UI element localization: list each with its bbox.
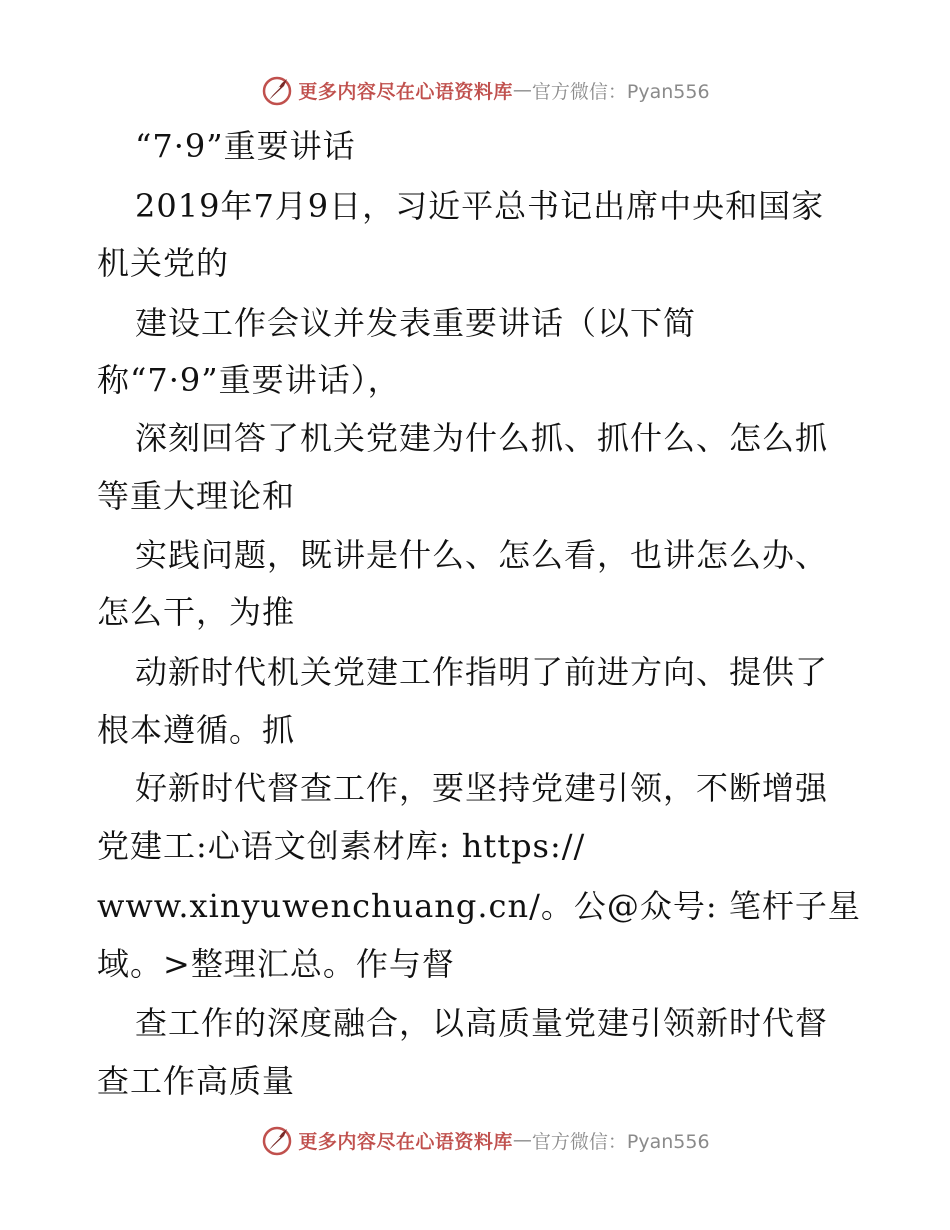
banner-dash: — [512,79,532,101]
text-line: 深刻回答了机关党建为什么抓、抓什么、怎么抓 [135,419,829,457]
banner-dash: — [512,1129,532,1151]
text-line: 2019年7月9日，习近平总书记出席中央和国家 [135,187,825,225]
quill-pen-logo-icon [260,1123,294,1157]
text-line: 查工作高质量 [97,1062,296,1100]
text-line: 根本遵循。抓 [97,711,296,749]
text-line: 动新时代机关党建工作指明了前进方向、提供了 [135,653,829,691]
footer-watermark-banner [0,1120,950,1160]
document-title: “7·9”重要讲话 [135,127,356,165]
banner-red-text: 更多内容尽在心语资料库 [298,80,513,103]
quill-pen-logo-icon [260,73,294,107]
text-line: 等重大理论和 [97,477,296,515]
text-line: 域。>整理汇总。作与督 [97,945,455,983]
banner-red-text: 更多内容尽在心语资料库 [298,1130,513,1153]
text-line: 机关党的 [97,244,230,282]
banner-grey-text: 官方微信：Pyan556 [531,80,710,103]
text-line: www.xinyuwenchuang.cn/。公@众号: 笔杆子星 [97,887,861,925]
banner-grey-text: 官方微信：Pyan556 [531,1130,710,1153]
text-line: 查工作的深度融合，以高质量党建引领新时代督 [135,1004,829,1042]
text-line: 党建工:心语文创素材库: https:// [97,827,586,865]
text-line: 称“7·9”重要讲话）， [97,361,401,399]
text-line: 实践问题，既讲是什么、怎么看，也讲怎么办、 [135,536,829,574]
text-line: 怎么干，为推 [97,593,296,631]
text-line: 建设工作会议并发表重要讲话（以下简 [135,304,697,342]
text-line: 好新时代督查工作，要坚持党建引领，不断增强 [135,769,829,807]
header-watermark-banner [0,70,950,110]
